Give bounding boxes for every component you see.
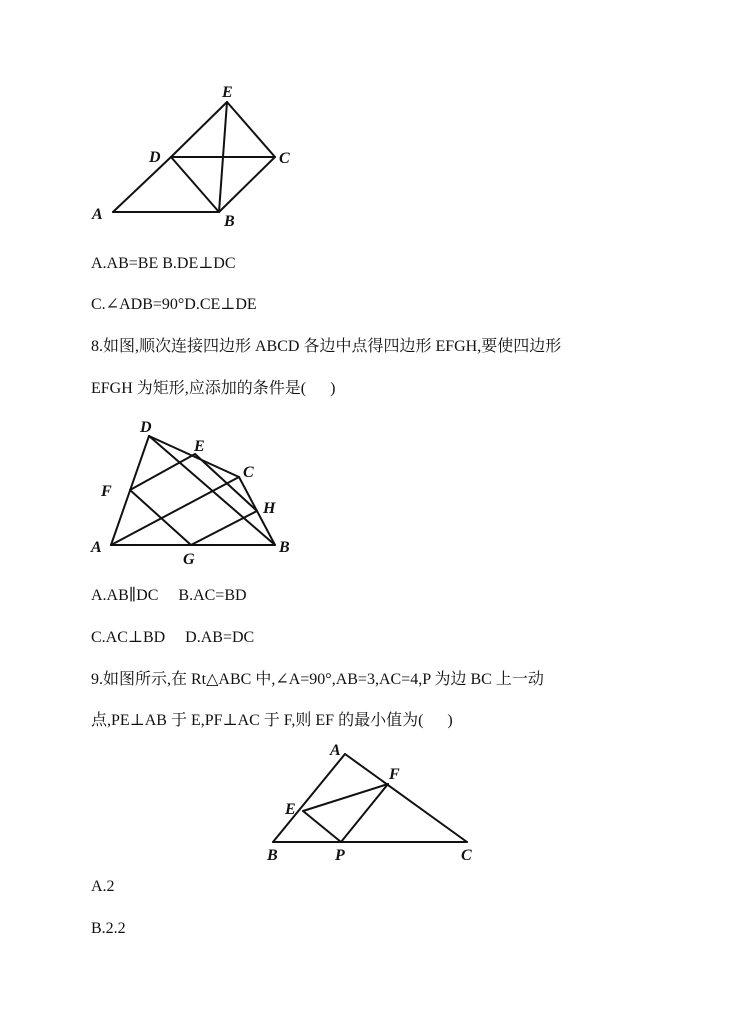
label-b: B: [267, 847, 278, 864]
label-e: E: [222, 84, 233, 101]
label-e: E: [285, 801, 296, 818]
label-a: A: [330, 742, 341, 759]
segment-ab: [273, 754, 345, 842]
q9-stem-line-1: 9.如图所示,在 Rt△ABC 中,∠A=90°,AB=3,AC=4,P 为边 BC 上一动: [91, 671, 544, 688]
figure-q8: [90, 419, 290, 568]
segment-fg: [130, 490, 191, 545]
q7-options-line-2: C.∠ADB=90°D.CE⊥DE: [91, 296, 257, 313]
segment-gh: [191, 511, 257, 545]
label-f: F: [389, 766, 400, 783]
segment-de: [171, 102, 227, 157]
label-d: D: [149, 149, 161, 166]
label-g: G: [183, 551, 195, 568]
segment-ad: [113, 157, 171, 212]
q8-options-line-1: A.AB∥DC B.AC=BD: [91, 587, 247, 604]
label-d: D: [140, 419, 152, 436]
segment-ef: [303, 784, 388, 811]
segment-cb: [219, 157, 275, 212]
label-c: C: [243, 464, 254, 481]
label-c: C: [279, 150, 290, 167]
figure-q9: [266, 742, 472, 864]
label-e: E: [194, 438, 205, 455]
label-b: B: [279, 539, 290, 556]
segment-ec: [227, 102, 275, 157]
label-c: C: [461, 847, 472, 864]
q9-option-b: B.2.2: [91, 920, 126, 937]
segment-ac: [345, 754, 467, 842]
figure-q7: [91, 84, 290, 230]
label-p: P: [335, 847, 345, 864]
segment-ef: [130, 454, 195, 490]
segment-pe: [303, 811, 341, 842]
q7-options-line-1: A.AB=BE B.DE⊥DC: [91, 255, 236, 272]
q8-stem-line-1: 8.如图,顺次连接四边形 ABCD 各边中点得四边形 EFGH,要使四边形: [91, 338, 562, 355]
q8-stem-line-2: EFGH 为矩形,应添加的条件是( ): [91, 380, 336, 397]
label-a: A: [91, 539, 102, 556]
label-b: B: [224, 213, 235, 230]
q9-stem-line-2: 点,PE⊥AB 于 E,PF⊥AC 于 F,则 EF 的最小值为( ): [91, 712, 453, 729]
q9-option-a: A.2: [91, 878, 115, 895]
label-a: A: [92, 206, 103, 223]
label-h: H: [263, 500, 276, 517]
label-f: F: [101, 483, 112, 500]
segment-bd: [149, 436, 275, 545]
segment-db: [171, 157, 219, 212]
segment-pf: [341, 784, 388, 842]
q8-options-line-2: C.AC⊥BD D.AB=DC: [91, 629, 255, 646]
